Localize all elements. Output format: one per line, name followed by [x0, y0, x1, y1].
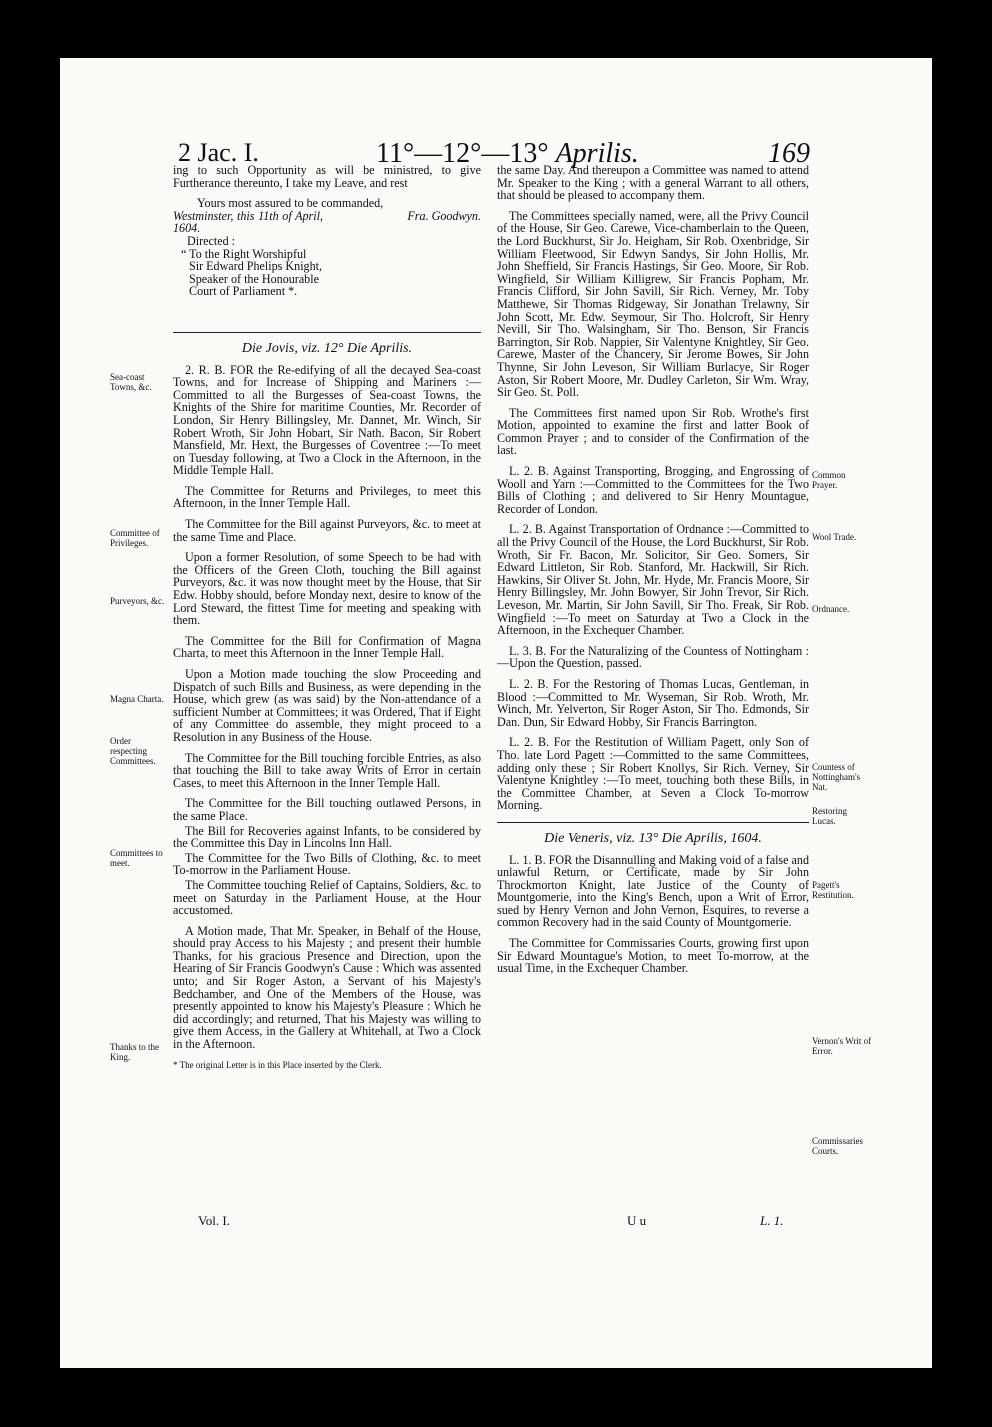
paragraph-commissaries: The Committee for Commissaries Courts, growing first upon Sir Edward Mountague's Motion, to meet To-morrow, at the usual Time, in the Exchequer Chamber. [497, 936, 809, 976]
margin-note-ordnance: Ordnance. [812, 604, 850, 614]
paragraph-privileges: The Committee for Returns and Privileges, to meet this Afternoon, in the Inner Temple Hall. [173, 483, 481, 511]
margin-note-purveyors: Purveyors, &c. [110, 596, 165, 606]
paragraph-magna-charta: The Committee for the Bill for Confirmation of Magna Charta, to meet this Afternoon in the Inner Temple Hall. [173, 633, 481, 661]
section-rule [173, 332, 481, 333]
footer-signature-mark: U u [627, 1213, 647, 1228]
paragraph-vernon: L. 1. B. FOR the Disannulling and Making void of a false and unlawful Return, or Certificate, made by Sir John Throckmorton Knight, late Justice of the County of Mountgomerie, into the King's Bench, upon a Writ of Error, sued by Henry Vernon and John Vernon, Esquires, to reverse a common Recovery had in the said County of Mountgomerie. [497, 852, 809, 930]
margin-note-pagett: Pagett's Restitution. [812, 880, 854, 900]
margin-note-committees-meet: Committees to meet. [110, 848, 163, 868]
letter-place-date: Westminster, this 11th of April, 1604. [173, 208, 323, 236]
page-footer [60, 1213, 932, 1233]
paragraph-lucas: L. 2. B. For the Restoring of Thomas Lucas, Gentleman, in Blood :—Committed to Mr. Wyseman, Sir Rob. Wroth, Mr. Winch, Mr. Yelverton, Sir Roger Aston, Sir Tho. Edmonds, Sir Dan. Dun, Sir Edward Hobby, Sir Francis Barrington. [497, 676, 809, 729]
address-line: “ To the Right Worshipful [181, 246, 307, 261]
paragraph-order-committees: Upon a Motion made touching the slow Proceeding and Dispatch of such Bills and Business, as were depending in the House, which grew (as was said) by the Non-attendance of a sufficient Number at Committees; it was Ordered, That if Eight of any Committee do assemble, they might proceed to a Resolution in any Business of the House. [173, 667, 481, 744]
paragraph-same-day: the same Day. And thereupon a Committee was named to attend Mr. Speaker to the King ; with a general Warrant to all others, that should be pleased to accompany them. [497, 163, 809, 203]
paragraph-sea-coast: 2. R. B. FOR the Re-edifying of all the decayed Sea-coast Towns, and for Increase of Shipping and Mariners :—Committed to all the Burgesses of Sea-coast Towns, the Knights of the Shire for maritime Counties, Mr. Recorder of London, Sir Henry Billingsley, Mr. Dannet, Mr. Winch, Sir Robert Wroth, Sir John Hobart, Sir Nath. Bacon, Sir Robert Mansfield, Mr. Hext, the Burgesses of Coventree :—To meet on Tuesday following, at Two a Clock in the Afternoon, in the Middle Temple Hall. [173, 362, 481, 478]
margin-note-privileges: Committee of Privileges. [110, 528, 160, 548]
letter-directed: Directed : [187, 233, 236, 248]
margin-note-magna-charta: Magna Charta. [110, 694, 164, 704]
paragraph-purveyors-meet: The Committee for the Bill against Purveyors, &c. to meet at the same Time and Place. [173, 517, 481, 544]
margin-note-commissaries: Commissaries Courts. [812, 1136, 863, 1156]
section-title-veneris: Die Veneris, viz. 13° Die Aprilis, 1604. [544, 830, 762, 846]
margin-note-vernon: Vernon's Writ of Error. [812, 1036, 872, 1056]
footer-catchword: L. 1. [760, 1213, 784, 1228]
margin-note-order-committees: Order respecting Committees. [110, 736, 156, 766]
address-line: Speaker of the Honourable [189, 271, 319, 286]
footnote: * The original Letter is in this Place inserted by the Clerk. [173, 1059, 382, 1070]
header-date-numbers: 11°—12°—13° [376, 138, 549, 169]
letter-signature-line [173, 210, 481, 235]
address-line: Court of Parliament *. [189, 284, 298, 299]
paragraph-outlawed: The Committee for the Bill touching outlawed Persons, in the same Place. [173, 796, 481, 823]
letter-close: ing to such Opportunity as will be ministred, to give Furtherance thereunto, I take my Leave, and rest [173, 163, 481, 190]
paragraph-clothing: The Committee for the Two Bills of Clothing, &c. to meet To-morrow in the Parliament House. [173, 850, 481, 878]
paragraph-pagett: L. 2. B. For the Restitution of William Pagett, only Son of Tho. late Lord Pagett :—Committed to the same Committees, adding only these ; Sir Robert Knollys, Sir Rich. Verney, Sir Valentyne Knightley :—To meet, touching both these Bills, in the Committee Chamber, at Seven a Clock To-morrow Morning. [497, 735, 809, 813]
section-title-jovis: Die Jovis, viz. 12° Die Aprilis. [241, 340, 413, 356]
letter-signature: Fra. Goodwyn. [407, 208, 481, 223]
letter-yours: Yours most assured to be commanded, [197, 196, 384, 211]
paragraph-purveyors: Upon a former Resolution, of some Speech to be had with the Officers of the Green Cloth, touching the Bill against Purveyors, &c. it was now thought meet by the House, that Sir Edw. Hobby should, before Monday next, desire to know of the Lord Steward, the fittest Time for meeting and speaking with them. [173, 550, 481, 628]
margin-note-lucas: Restoring Lucas. [812, 806, 847, 826]
paragraph-recoveries: The Bill for Recoveries against Infants, to be considered by the Committee this Day in Lincolns Inn Hall. [173, 823, 481, 851]
margin-note-common-prayer: Common Prayer. [812, 470, 846, 490]
right-column [497, 164, 809, 983]
paragraph-wool-trade: L. 2. B. Against Transporting, Brogging, and Engrossing of Wooll and Yarn :—Committed to the Committees for the Two Bills of Clothing ; and delivered to Sir Henry Mountague, Recorder of London. [497, 464, 809, 516]
margin-note-wool-trade: Wool Trade. [812, 532, 857, 542]
margin-note-nottingham: Countess of Nottingham's Nat. [812, 762, 861, 792]
paragraph-forcible-entries: The Committee for the Bill touching forcible Entries, as also that touching the Bill to take away Writs of Error in certain Cases, to meet this Afternoon in the Inner Temple Hall. [173, 750, 481, 790]
paragraph-captains: The Committee touching Relief of Captains, Soldiers, &c. to meet on Saturday in the Parliament House, at the Hour accustomed. [173, 877, 481, 918]
header-month: Aprilis. [555, 138, 639, 169]
letter-address [173, 248, 481, 298]
paragraph-committees-named: The Committees specially named, were, all the Privy Council of the House, Sir Geo. Carewe, Vice-chamberlain to the Queen, the Lord Buckhurst, Sir Jo. Heigham, Sir Rob. Oxenbridge, Sir William Fleetwood, Sir Edwyn Sandys, Sir John Hollis, Mr. John Sheffield, Sir Francis Hastings, Sir Geo. Moore, Sir Rob. Wingfield, Sir William Killigrew, Sir Francis Popham, Mr. Francis Clifford, Sir John Savill, Sir Rich. Verney, Mr. Toby Matthewe, Sir Thomas Ridgeway, Sir Jonathan Trelawny, Sir John Scott, Mr. Edw. Seymour, Sir Tho. Holcroft, Sir Henry Nevill, Sir Tho. Walsingham, Sir Tho. Benson, Sir Francis Barrington, Sir Rob. Nappier, Sir Valentyne Knightley, Sir Geo. Carewe, Master of the Chancery, Sir Jerome Bowes, Sir John Thynne, Sir John Leveson, Sir William Burlacye, Sir Roger Aston, Sir Robert Moore, Mr. Dudley Carleton, Sir Wm. Wray, Sir Geo. St. Poll. [497, 208, 809, 400]
paragraph-common-prayer: The Committees first named upon Sir Rob. Wrothe's first Motion, appointed to examine the first and latter Book of Common Prayer ; and to consider of the Confirmation of the last. [497, 405, 809, 458]
address-line: Sir Edward Phelips Knight, [189, 259, 323, 274]
footer-volume: Vol. I. [198, 1213, 230, 1228]
page-number: 169 [768, 138, 810, 169]
document-page [60, 58, 932, 1368]
left-column [173, 164, 481, 1079]
paragraph-nottingham: L. 3. B. For the Naturalizing of the Countess of Nottingham :—Upon the Question, passed. [497, 643, 809, 671]
paragraph-thanks-king: A Motion made, That Mr. Speaker, in Behalf of the House, should pray Access to his Majesty ; and present their humble Thanks, for his gracious Presence and Direction, upon the Hearing of Sir Francis Goodwyn's Cause : Which was assented unto; and Sir Roger Aston, a Servant of his Majesty's Bedchamber, and One of the Members of the House, was presently appointed to know his Majesty's Pleasure : Which he did accordingly; and returned, That his Majesty was willing to give them Access, in the Gallery at Whitehall, at Two a Clock in the Afternoon. [173, 923, 481, 1052]
margin-note-sea-coast: Sea-coast Towns, &c. [110, 372, 152, 392]
margin-note-thanks-king: Thanks to the King. [110, 1042, 159, 1062]
header-reign: 2 Jac. I. [178, 138, 259, 167]
section-rule [497, 822, 809, 823]
paragraph-ordnance: L. 2. B. Against Transportation of Ordnance :—Committed to all the Privy Council of the House, the Lord Buckhurst, Sir Rob. Wroth, Sir Fr. Bacon, Mr. Solicitor, Sir Geo. Somers, Sir Edward Littleton, Sir Rob. Stanford, Mr. Hackwill, Sir Rich. Hawkins, Sir Oliver St. John, Mr. Hyde, Mr. Francis Moore, Sir Henry Billingsley, Mr. John Bowyer, Sir John Trevor, Sir Rich. Leveson, Mr. Martin, Sir John Savill, Sir Tho. Freak, Sir Rob. Wingfield :—To meet on Saturday at Two a Clock in the Afternoon, in the Exchequer Chamber. [497, 522, 809, 638]
